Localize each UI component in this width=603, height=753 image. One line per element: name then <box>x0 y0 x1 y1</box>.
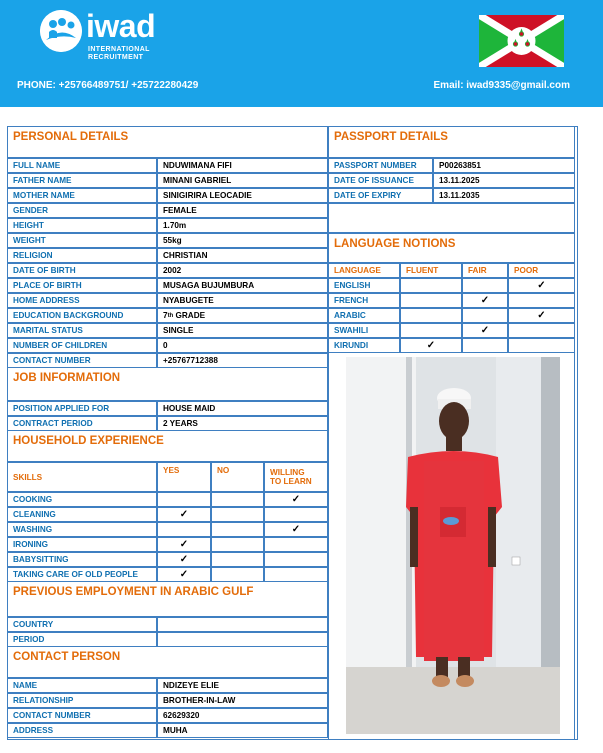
personal-row-value: +25767712388 <box>157 353 328 368</box>
skill-yes-mark <box>157 522 211 537</box>
skill-willing-mark: ✓ <box>264 522 328 537</box>
personal-row-value: 2002 <box>157 263 328 278</box>
language-fluent-mark: ✓ <box>400 338 462 353</box>
personal-row-label: FULL NAME <box>7 158 157 173</box>
language-poor-mark <box>508 293 575 308</box>
job-row-label: CONTRACT PERIOD <box>7 416 157 431</box>
previous-employment-title: PREVIOUS EMPLOYMENT IN ARABIC GULF <box>7 581 328 617</box>
language-fair-mark <box>462 308 508 323</box>
contact-row-label: CONTACT NUMBER <box>7 708 157 723</box>
skill-no-mark <box>211 492 264 507</box>
personal-row-label: RELIGION <box>7 248 157 263</box>
header-banner <box>0 0 603 107</box>
job-row-label: POSITION APPLIED FOR <box>7 401 157 416</box>
language-header: FAIR <box>462 263 508 278</box>
personal-row-value: NDUWIMANA FIFI <box>157 158 328 173</box>
email-address: Email: iwad9335@gmail.com <box>433 80 570 91</box>
skill-yes-mark: ✓ <box>157 552 211 567</box>
personal-row-label: CONTACT NUMBER <box>7 353 157 368</box>
household-header-yes: YES <box>157 462 211 492</box>
logo-wordmark: iwad <box>86 8 156 44</box>
value-number: 7 <box>163 311 168 320</box>
personal-row-value <box>157 308 328 323</box>
household-header-willing <box>264 462 328 492</box>
contact-row-label: RELATIONSHIP <box>7 693 157 708</box>
personal-row-label: EDUCATION BACKGROUND <box>7 308 157 323</box>
job-information-title: JOB INFORMATION <box>7 367 328 401</box>
company-logo <box>40 10 170 66</box>
value-suffix: th <box>167 312 174 319</box>
personal-row-value: CHRISTIAN <box>157 248 328 263</box>
previous-row-label: PERIOD <box>7 632 157 647</box>
skill-willing-mark <box>264 567 328 582</box>
personal-row-label: HEIGHT <box>7 218 157 233</box>
language-name: SWAHILI <box>328 323 400 338</box>
value-rest: GRADE <box>173 311 206 320</box>
language-name: FRENCH <box>328 293 400 308</box>
language-fair-mark <box>462 338 508 353</box>
skill-yes-mark: ✓ <box>157 567 211 582</box>
passport-spacer <box>328 203 575 233</box>
language-name: KIRUNDI <box>328 338 400 353</box>
passport-row-value: 13.11.2035 <box>433 188 575 203</box>
job-row-value: HOUSE MAID <box>157 401 328 416</box>
to-learn-line: TO LEARN <box>270 477 312 486</box>
skill-yes-mark <box>157 492 211 507</box>
language-fair-mark <box>462 278 508 293</box>
burundi-flag-icon <box>479 15 564 67</box>
personal-row-value: MUSAGA BUJUMBURA <box>157 278 328 293</box>
personal-row-label: FATHER NAME <box>7 173 157 188</box>
skill-name: IRONING <box>7 537 157 552</box>
personal-row-label: PLACE OF BIRTH <box>7 278 157 293</box>
skill-no-mark <box>211 552 264 567</box>
language-notions-title: LANGUAGE NOTIONS <box>328 233 575 263</box>
language-fluent-mark <box>400 323 462 338</box>
skill-no-mark <box>211 522 264 537</box>
willing-line: WILLING <box>270 468 305 477</box>
personal-row-value: 1.70m <box>157 218 328 233</box>
skill-no-mark <box>211 507 264 522</box>
passport-details-title: PASSPORT DETAILS <box>328 126 575 158</box>
skill-name: CLEANING <box>7 507 157 522</box>
language-header: FLUENT <box>400 263 462 278</box>
household-experience-title: HOUSEHOLD EXPERIENCE <box>7 430 328 462</box>
skill-willing-mark <box>264 507 328 522</box>
household-header-skills: SKILLS <box>7 462 157 492</box>
skill-name: COOKING <box>7 492 157 507</box>
skill-name: WASHING <box>7 522 157 537</box>
skill-yes-mark: ✓ <box>157 507 211 522</box>
personal-row-label: NUMBER OF CHILDREN <box>7 338 157 353</box>
job-row-value: 2 YEARS <box>157 416 328 431</box>
skill-willing-mark <box>264 537 328 552</box>
personal-row-value: NYABUGETE <box>157 293 328 308</box>
language-header: LANGUAGE <box>328 263 400 278</box>
contact-person-title: CONTACT PERSON <box>7 646 328 678</box>
logo-people-icon <box>40 10 82 52</box>
language-fair-mark: ✓ <box>462 293 508 308</box>
passport-row-label: DATE OF EXPIRY <box>328 188 433 203</box>
personal-row-label: MOTHER NAME <box>7 188 157 203</box>
previous-row-value <box>157 632 328 647</box>
skill-willing-mark: ✓ <box>264 492 328 507</box>
language-name: ENGLISH <box>328 278 400 293</box>
language-fair-mark: ✓ <box>462 323 508 338</box>
contact-row-label: NAME <box>7 678 157 693</box>
skill-no-mark <box>211 567 264 582</box>
personal-row-label: WEIGHT <box>7 233 157 248</box>
passport-row-label: DATE OF ISSUANCE <box>328 173 433 188</box>
logo-sub-line-2: RECRUITMENT <box>88 54 144 61</box>
language-fluent-mark <box>400 308 462 323</box>
language-header: POOR <box>508 263 575 278</box>
contact-row-value: NDIZEYE ELIE <box>157 678 328 693</box>
skill-yes-mark: ✓ <box>157 537 211 552</box>
personal-details-title: PERSONAL DETAILS <box>7 126 328 158</box>
personal-row-value: 0 <box>157 338 328 353</box>
language-name: ARABIC <box>328 308 400 323</box>
language-poor-mark: ✓ <box>508 308 575 323</box>
language-fluent-mark <box>400 293 462 308</box>
contact-row-value: BROTHER-IN-LAW <box>157 693 328 708</box>
personal-row-value: 55kg <box>157 233 328 248</box>
passport-row-label: PASSPORT NUMBER <box>328 158 433 173</box>
personal-row-label: MARITAL STATUS <box>7 323 157 338</box>
previous-row-label: COUNTRY <box>7 617 157 632</box>
candidate-photo <box>346 357 560 734</box>
passport-row-value: 13.11.2025 <box>433 173 575 188</box>
skill-willing-mark <box>264 552 328 567</box>
personal-row-value: SINGLE <box>157 323 328 338</box>
personal-row-label: HOME ADDRESS <box>7 293 157 308</box>
language-poor-mark <box>508 338 575 353</box>
personal-row-label: GENDER <box>7 203 157 218</box>
personal-row-value: SINIGIRIRA LEOCADIE <box>157 188 328 203</box>
personal-row-value: FEMALE <box>157 203 328 218</box>
skill-no-mark <box>211 537 264 552</box>
personal-row-label: DATE OF BIRTH <box>7 263 157 278</box>
logo-subtitle <box>88 46 150 62</box>
contact-row-label: ADDRESS <box>7 723 157 738</box>
phone-numbers: PHONE: +25766489751/ +25722280429 <box>17 80 199 91</box>
personal-row-value: MINANI GABRIEL <box>157 173 328 188</box>
logo-sub-line-1: INTERNATIONAL <box>88 46 150 53</box>
previous-row-value <box>157 617 328 632</box>
skill-name: TAKING CARE OF OLD PEOPLE <box>7 567 157 582</box>
skill-name: BABYSITTING <box>7 552 157 567</box>
contact-row-value: 62629320 <box>157 708 328 723</box>
language-fluent-mark <box>400 278 462 293</box>
passport-row-value: P00263851 <box>433 158 575 173</box>
household-header-no: NO <box>211 462 264 492</box>
language-poor-mark <box>508 323 575 338</box>
contact-row-value: MUHA <box>157 723 328 738</box>
language-poor-mark: ✓ <box>508 278 575 293</box>
